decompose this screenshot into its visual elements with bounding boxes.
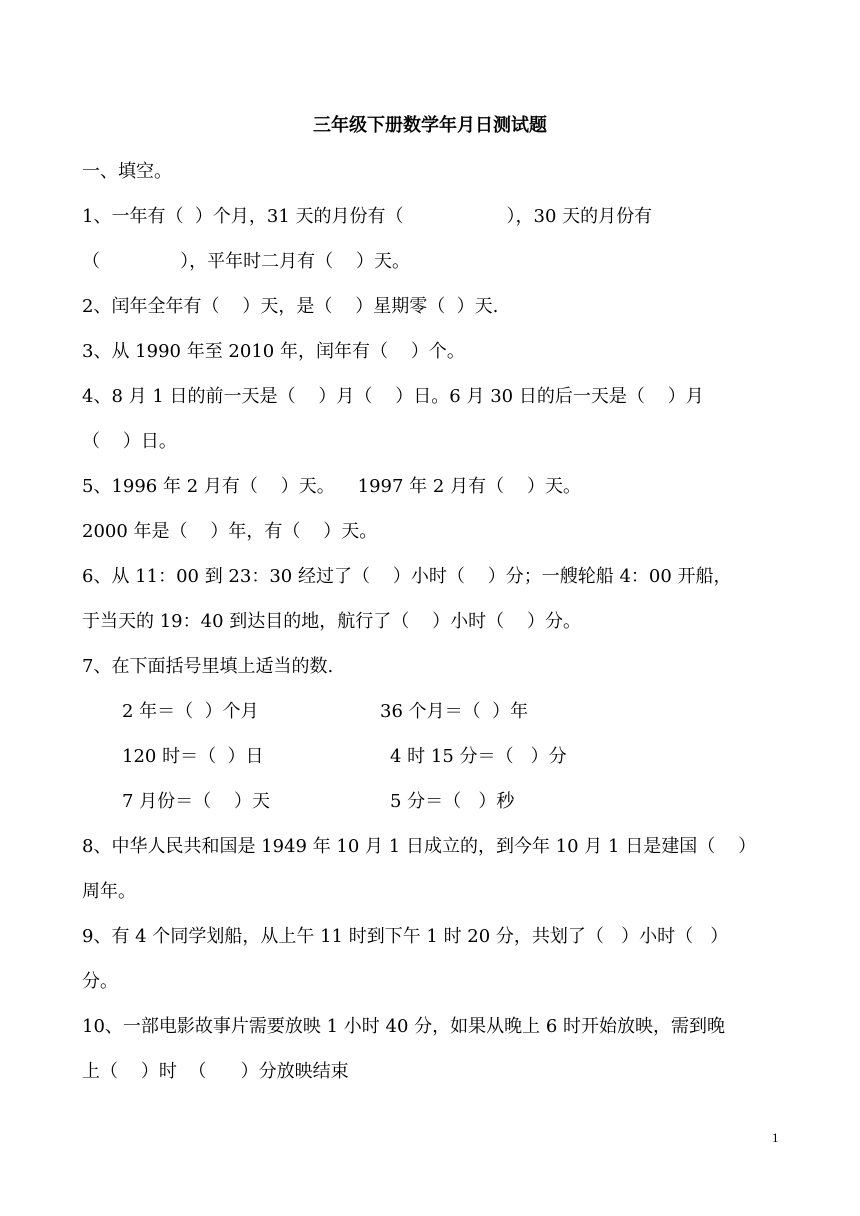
question-7-item-left: 2 年＝（ ）个月 bbox=[122, 701, 259, 722]
question-7-item-right: 36 个月＝（ ）年 bbox=[380, 701, 529, 722]
question-6-line-1: 6、从 11：00 到 23：30 经过了（ ）小时（ ）分；一艘轮船 4：00 开船， bbox=[82, 566, 732, 587]
question-10-line-1: 10、一部电影故事片需要放映 1 小时 40 分，如果从晚上 6 时开始放映，需到晚 bbox=[82, 1016, 726, 1037]
question-9-line-1: 9、有 4 个同学划船，从上午 11 时到下午 1 时 20 分，共划了（ ）小时（ ） bbox=[82, 926, 729, 947]
question-4-line-1: 4、8 月 1 日的前一天是（ ）月（ ）日。6 月 30 日的后一天是（ ）月 bbox=[82, 386, 704, 407]
question-5-line-2: 2000 年是（ ）年，有（ ）天。 bbox=[82, 521, 378, 542]
question-10-line-2: 上（ ）时 （ ）分放映结束 bbox=[82, 1061, 349, 1082]
question-7-item-right: 4 时 15 分＝（ ）分 bbox=[390, 746, 567, 767]
question-6-line-2: 于当天的 19：40 到达目的地，航行了（ ）小时（ ）分。 bbox=[82, 611, 582, 632]
question-5-line-1: 5、1996 年 2 月有（ ）天。 1997 年 2 月有（ ）天。 bbox=[82, 476, 581, 497]
page-number: 1 bbox=[772, 1130, 779, 1145]
question-7-line-1: 7、在下面括号里填上适当的数. bbox=[82, 656, 334, 677]
section-heading: 一、填空。 bbox=[82, 161, 172, 182]
question-7-item-right: 5 分＝（ ）秒 bbox=[390, 791, 515, 812]
question-1-line-1: 1、一年有（ ）个月，31 天的月份有（ ），30 天的月份有 bbox=[82, 206, 653, 227]
question-9-line-2: 分。 bbox=[82, 971, 118, 992]
question-7-item-left: 7 月份＝（ ）天 bbox=[122, 791, 271, 812]
question-1-line-2: （ ），平年时二月有（ ）天。 bbox=[82, 251, 410, 272]
document-title: 三年级下册数学年月日测试题 bbox=[313, 115, 547, 136]
question-7-item-left: 120 时＝（ ）日 bbox=[122, 746, 264, 767]
question-4-line-2: （ ）日。 bbox=[82, 431, 177, 452]
question-8-line-1: 8、中华人民共和国是 1949 年 10 月 1 日成立的，到今年 10 月 1 日是建国（ ） bbox=[82, 836, 757, 857]
question-2-line-1: 2、闰年全年有（ ）天，是（ ）星期零（ ）天. bbox=[82, 296, 499, 317]
question-3-line-1: 3、从 1990 年至 2010 年，闰年有（ ）个。 bbox=[82, 341, 465, 362]
question-8-line-2: 周年。 bbox=[82, 881, 136, 902]
